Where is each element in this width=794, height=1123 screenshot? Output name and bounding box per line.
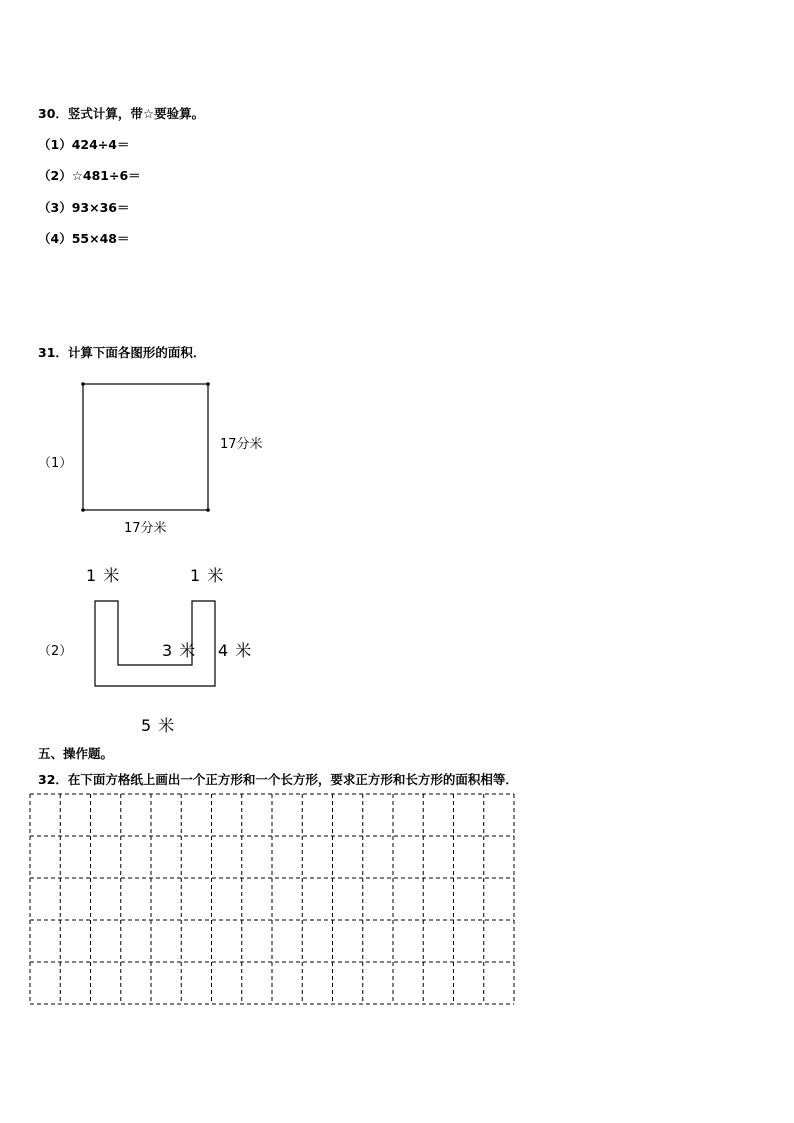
figure-2-top-right-label: 1 米 xyxy=(190,566,225,585)
q30-item-2: （2）☆481÷6＝ xyxy=(38,168,141,183)
figure-2-bottom-label: 5 米 xyxy=(141,716,176,735)
question-32-title: 32．在下面方格纸上画出一个正方形和一个长方形，要求正方形和长方形的面积相等． xyxy=(38,772,518,787)
q30-item-4: （4）55×48＝ xyxy=(38,231,130,246)
square-corner-dot xyxy=(81,382,85,386)
dashed-grid xyxy=(30,794,514,1004)
q30-item-1: （1）424÷4＝ xyxy=(38,137,130,152)
u-shape xyxy=(95,601,215,686)
square-corner-dot xyxy=(81,508,85,512)
figure-2-top-left-label: 1 米 xyxy=(86,566,121,585)
square-corner-dot xyxy=(206,382,210,386)
q30-item-3: （3）93×36＝ xyxy=(38,200,130,215)
figure-2-index: （2） xyxy=(38,644,73,659)
figure-2-inner-depth-label: 3 米 xyxy=(162,641,197,660)
figure-1-bottom-label: 17分米 xyxy=(124,521,167,536)
square-corner-dot xyxy=(206,508,210,512)
question-30-title: 30．竖式计算，带☆要验算。 xyxy=(38,106,205,121)
figure-1-right-label: 17分米 xyxy=(220,437,263,452)
square-shape xyxy=(83,384,208,510)
figure-1-index: （1） xyxy=(38,456,73,471)
section-5-heading: 五、操作题。 xyxy=(38,746,114,761)
question-31-title: 31．计算下面各图形的面积． xyxy=(38,345,206,360)
figure-2-outer-height-label: 4 米 xyxy=(218,641,253,660)
